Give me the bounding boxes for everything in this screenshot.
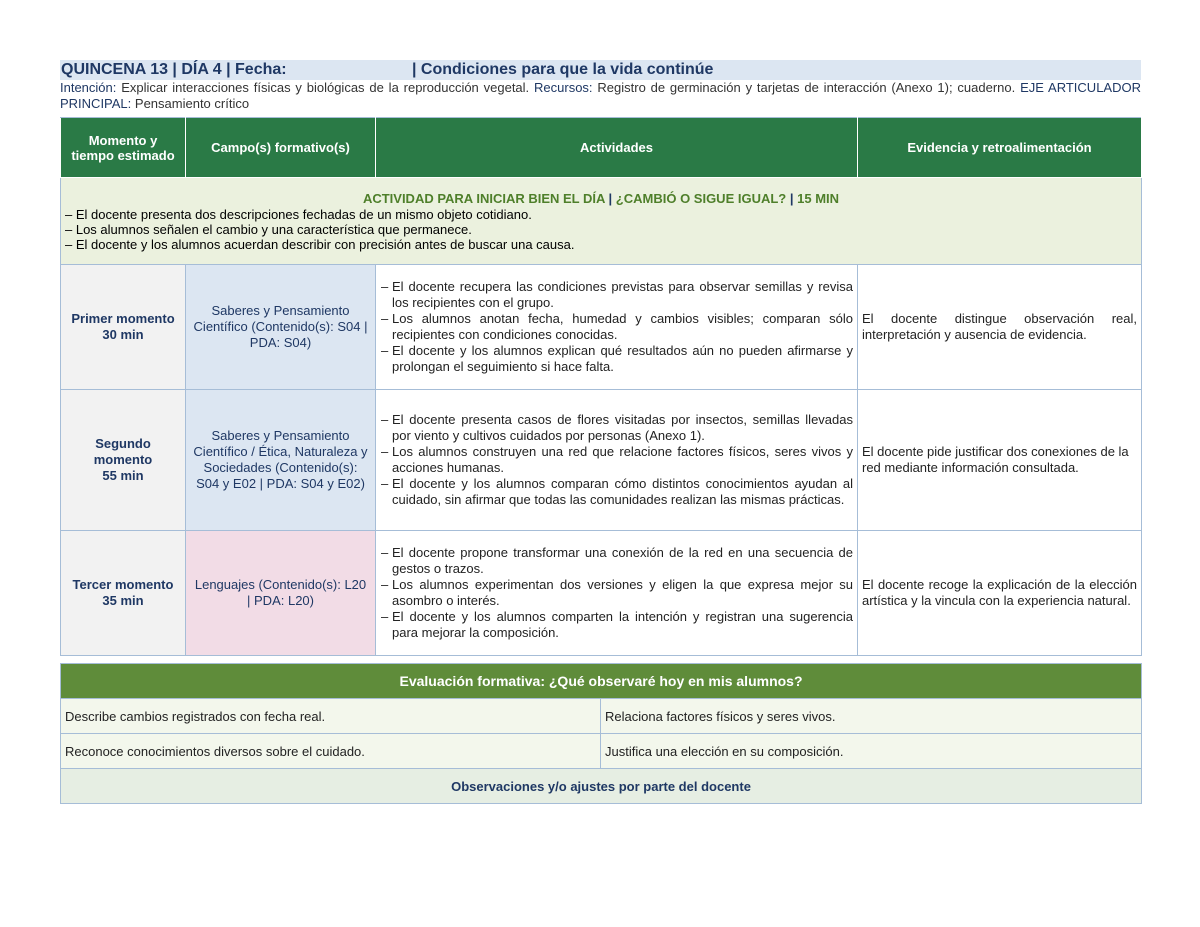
- moment-name: Primer momento: [71, 311, 175, 326]
- intent-label: Intención:: [60, 80, 117, 95]
- campo-cell: Saberes y Pensamiento Científico (Contenido(s): S04 | PDA: S04): [186, 265, 376, 390]
- activity-item: – Los alumnos anotan fecha, humedad y cambios visibles; comparan sólo recipientes con condiciones conocidas.: [380, 311, 853, 343]
- moment-time: 30 min: [102, 327, 144, 342]
- start-title-sep2: |: [789, 190, 794, 206]
- activity-item: – Los alumnos experimentan dos versiones y eligen la que expresa mejor su asombro o interés.: [380, 577, 853, 609]
- table-row: [61, 390, 1142, 531]
- lesson-plan-page: [60, 60, 1141, 804]
- activity-item: – El docente presenta casos de flores visitadas por insectos, semillas llevadas por viento y cultivos cuidados por personas (Anexo 1).: [380, 412, 853, 444]
- start-title-sep1: |: [608, 190, 613, 206]
- activities-cell: [376, 390, 858, 531]
- moment-time: 55 min: [102, 468, 144, 483]
- table-header-row: [61, 118, 1142, 178]
- evaluation-item: Describe cambios registrados con fecha real.: [61, 699, 601, 734]
- axis-text: Pensamiento crítico: [134, 96, 250, 111]
- activities-table: [60, 117, 1142, 656]
- evaluation-header-row: [61, 664, 1142, 699]
- activity-item: – El docente y los alumnos explican qué resultados aún no pueden afirmarse y prolongan el seguimiento si hace falta.: [380, 343, 853, 375]
- start-activity-row: [61, 178, 1142, 265]
- activities-cell: [376, 531, 858, 656]
- moment-name: Segundo momento: [93, 436, 153, 467]
- start-line: – El docente y los alumnos acuerdan describir con precisión antes de buscar una causa.: [65, 236, 575, 252]
- moment-time: 35 min: [102, 593, 144, 608]
- header-campo: Campo(s) formativo(s): [186, 118, 376, 178]
- evidence-cell: El docente recoge la explicación de la elección artística y la vincula con la experiencia natural.: [858, 531, 1142, 656]
- header-activities: Actividades: [376, 118, 858, 178]
- title-right: | Condiciones para que la vida continúe: [412, 61, 714, 78]
- evaluation-title: Evaluación formativa: ¿Qué observaré hoy en mis alumnos?: [61, 664, 1142, 699]
- observations-row: [61, 769, 1142, 804]
- evaluation-table: [60, 663, 1142, 804]
- campo-cell: Saberes y Pensamiento Científico / Ética, Naturaleza y Sociedades (Contenido(s): S04 y E02 | PDA: S04 y E02): [186, 390, 376, 531]
- evidence-cell: El docente distingue observación real, interpretación y ausencia de evidencia.: [858, 265, 1142, 390]
- campo-cell: Lenguajes (Contenido(s): L20 | PDA: L20): [186, 531, 376, 656]
- resources-text: Registro de germinación y tarjetas de interacción (Anexo 1); cuaderno.: [597, 80, 1016, 95]
- start-line: – El docente presenta dos descripciones fechadas de un mismo objeto cotidiano.: [65, 206, 532, 222]
- activity-item: – El docente y los alumnos comparten la intención y registran una sugerencia para mejorar la composición.: [380, 609, 853, 641]
- observations-label: Observaciones y/o ajustes por parte del docente: [61, 769, 1142, 804]
- activity-item: – El docente y los alumnos comparan cómo distintos conocimientos ayudan al cuidado, sin afirmar que todas las comunidades realizan las mismas prácticas.: [380, 476, 853, 508]
- start-activity-cell: [61, 178, 1142, 265]
- activity-item: – Los alumnos construyen una red que relacione factores físicos, seres vivos y acciones humanas.: [380, 444, 853, 476]
- evaluation-row: [61, 734, 1142, 769]
- moment-cell: [61, 531, 186, 656]
- resources-label: Recursos:: [534, 80, 593, 95]
- start-title-c: 15 MIN: [797, 190, 840, 206]
- start-line: – Los alumnos señalen el cambio y una característica que permanece.: [65, 221, 472, 237]
- start-title-b: ¿CAMBIÓ O SIGUE IGUAL?: [615, 190, 787, 206]
- evaluation-item: Relaciona factores físicos y seres vivos.: [601, 699, 1142, 734]
- moment-cell: [61, 265, 186, 390]
- header-evidence: Evidencia y retroalimentación: [858, 118, 1142, 178]
- evaluation-item: Justifica una elección en su composición.: [601, 734, 1142, 769]
- activities-cell: [376, 265, 858, 390]
- moment-name: Tercer momento: [72, 577, 174, 592]
- intent-paragraph: [60, 80, 1141, 112]
- start-title-a: ACTIVIDAD PARA INICIAR BIEN EL DÍA: [362, 190, 605, 206]
- evidence-cell: El docente pide justificar dos conexiones de la red mediante información consultada.: [858, 390, 1142, 531]
- evaluation-item: Reconoce conocimientos diversos sobre el cuidado.: [61, 734, 601, 769]
- activity-item: – El docente propone transformar una conexión de la red en una secuencia de gestos o trazos.: [380, 545, 853, 577]
- evaluation-row: [61, 699, 1142, 734]
- moment-cell: [61, 390, 186, 531]
- intent-text: Explicar interacciones físicas y biológicas de la reproducción vegetal.: [121, 80, 530, 95]
- page-title: [60, 60, 1141, 80]
- title-left: QUINCENA 13 | DÍA 4 | Fecha:: [61, 61, 287, 78]
- table-row: [61, 531, 1142, 656]
- axis-label: EJE ARTICULADOR PRINCIPAL:: [60, 80, 1141, 111]
- activity-item: – El docente recupera las condiciones previstas para observar semillas y revisa los recipientes con el grupo.: [380, 279, 853, 311]
- start-activity-title: [65, 191, 1137, 206]
- table-row: [61, 265, 1142, 390]
- header-moment: Momento y tiempo estimado: [61, 118, 186, 178]
